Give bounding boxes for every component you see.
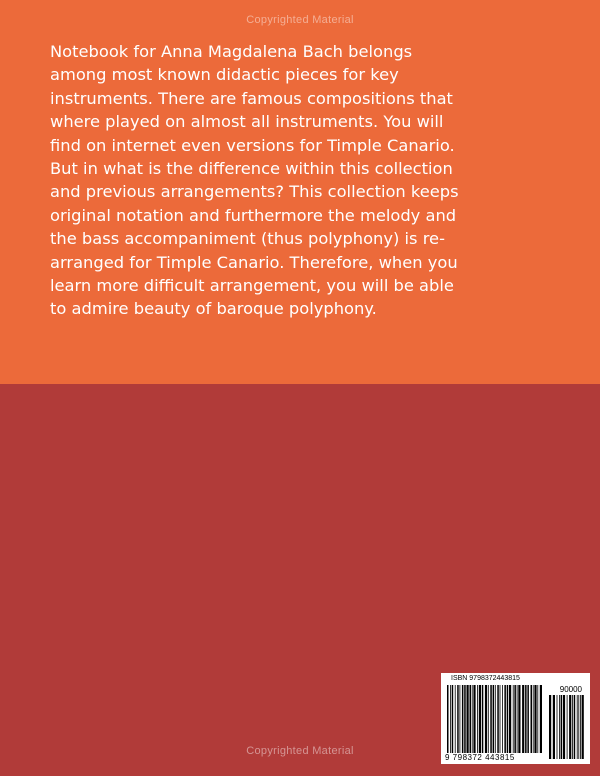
price-code: 90000 (559, 685, 582, 694)
barcode-bar (482, 685, 484, 753)
watermark-top: Copyrighted Material (246, 14, 354, 26)
barcode-bar (507, 685, 509, 753)
barcode-bar (509, 685, 511, 753)
barcode-bar (490, 685, 492, 753)
barcode-bar (462, 685, 464, 753)
barcode-bar (502, 685, 503, 753)
barcode-bar (467, 685, 469, 753)
barcode-bar (455, 685, 456, 753)
barcode-bar (485, 685, 487, 753)
isbn-label: ISBN 9798372443815 (451, 675, 520, 682)
barcode-bar (517, 685, 518, 753)
main-barcode-bars (447, 685, 542, 753)
barcode-bar (518, 685, 520, 753)
barcode-bar (522, 685, 524, 753)
barcode-bar (527, 685, 529, 753)
barcode-bar (470, 685, 472, 753)
watermark-bottom: Copyrighted Material (246, 745, 354, 757)
barcode-digits: 9 798372 443815 (445, 753, 515, 762)
barcode-bar (495, 685, 496, 753)
barcode-bar (488, 685, 489, 753)
barcode-bar (473, 685, 475, 753)
barcode-bar (477, 685, 478, 753)
barcode-bar (472, 685, 473, 753)
barcode-bar (540, 685, 542, 753)
barcode-bar (450, 685, 451, 753)
barcode-bar (460, 685, 461, 753)
barcode-bar (537, 685, 538, 753)
barcode-bar (533, 685, 534, 753)
back-cover-blurb: Notebook for Anna Magdalena Bach belongs among most known didactic pieces for key instruments. There are famous compositions that where played on almost all instruments. You will find on internet even versions for Timple Canario. But in what is the difference within this collection and previous arrangements? This collection keeps original notation and furthermore the melody and the bass accompaniment (thus polyphony) is re- arranged for Timple Canario. Therefore, when you learn more difficult arrangement, you will be able to admire beauty of baroque polyphony. (50, 42, 459, 319)
barcode-bar (531, 685, 533, 753)
barcode-bar (534, 685, 536, 753)
barcode-bar (464, 685, 466, 753)
barcode-bar (514, 685, 516, 753)
barcode-bar (493, 685, 495, 753)
barcode-bar (452, 685, 454, 753)
barcode-bar (457, 685, 459, 753)
barcode-bar (513, 685, 514, 753)
barcode-bar (447, 685, 449, 753)
barcode-bar (504, 685, 506, 753)
barcode-bar (500, 685, 501, 753)
barcode-bar (479, 685, 481, 753)
barcode-bar (497, 685, 499, 753)
barcode-bar (525, 685, 527, 753)
